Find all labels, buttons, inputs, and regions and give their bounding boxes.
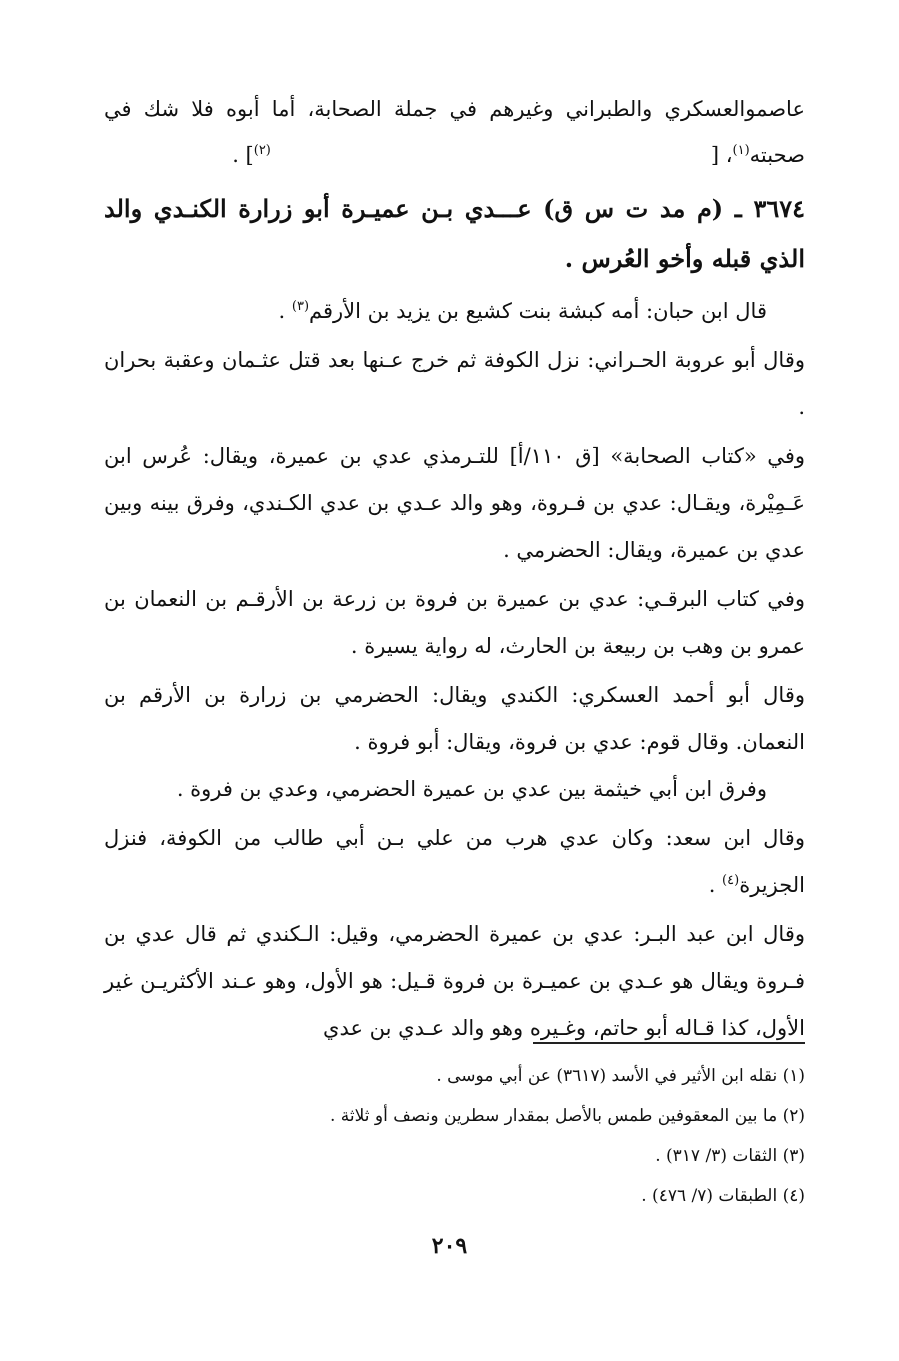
- footnote-ref-1: (١): [732, 143, 750, 158]
- footnote-divider: [533, 1042, 805, 1044]
- paragraph-text: وقال ابن سعد: وكان عدي هرب من علي بـن أبي طالب من الكوفة، فنزل الجزيرة: [104, 826, 805, 897]
- footnote-ref-3: (٣): [291, 299, 310, 314]
- footnote-3: (٣) الثقات (٣/ ٣١٧) .: [655, 1146, 805, 1166]
- paragraph-ibn-abd-albarr: وقال ابن عبد البـر: عدي بن عميرة الحضرمي، وقيل: الـكندي ثم قال عدي بن فـروة ويقال هو عـدي بن عميـرة بن فروة قـيل: هو الأول، وهو عـند الأكثريـن غير الأول، كذا قـاله أبو حاتم، وغـيره وهو والد عـدي بن عدي: [104, 922, 805, 1040]
- paragraph-text: عاصموالعسكري والطبراني وغيرهم في جملة الصحابة، أما أبوه فلا شك في صحبته: [104, 97, 805, 167]
- paragraph-abu-aruba: وقال أبو عروبة الحـراني: نزل الكوفة ثم خرج عـنها بعد قتل عثـمان وعقبة بحران .: [104, 348, 805, 419]
- paragraph-ibn-abi-khaythama: وفرق ابن أبي خيثمة بين عدي بن عميرة الحضرمي، وعدي بن فروة .: [176, 777, 767, 801]
- paragraph-ibn-hibban: [104, 288, 805, 335]
- paragraph-askari: وقال أبو أحمد العسكري: الكندي ويقال: الحضرمي بن زرارة بن الأرقم بن النعمان. وقال قوم: عدي بن فروة، ويقال: أبو فروة .: [104, 683, 805, 754]
- paragraph-kitab-sahaba: وفي «كتاب الصحابة» [ق ١١٠/أ] للتـرمذي عدي بن عميرة، ويقال: عُرس ابن عَـمِيْرة، ويقـال: عدي بن فـروة، وهو والد عـدي بن عدي الكـندي، وفرق بينه وبين عدي بن عميرة، ويقال: الحضرمي .: [104, 444, 805, 562]
- footnote-ref-4: (٤): [722, 873, 740, 888]
- footnotes: [104, 1056, 805, 1216]
- footnote-1: (١) نقله ابن الأثير في الأسد (٣٦١٧) عن أبي موسى .: [436, 1066, 805, 1086]
- paragraph-tail: .: [278, 299, 292, 323]
- entry-heading: ٣٦٧٤ ـ (م مد ت س ق) عـــدي بـن عميـرة أبو زرارة الكنـدي والد الذي قبله وأخو العُرس .: [104, 194, 805, 273]
- paragraph-barqi: وفي كتاب البرقـي: عدي بن عميرة بن فروة بن زرعة بن الأرقـم بن النعمان بن عمرو بن وهب بن ربيعة بن الحارث، له رواية يسيرة .: [104, 587, 805, 658]
- page-number: ٢٠٩: [431, 1233, 468, 1259]
- bracket-open: ، [: [710, 143, 733, 167]
- footnote-2: (٢) ما بين المعقوفين طمس بالأصل بمقدار سطرين ونصف أو ثلاثة .: [330, 1106, 805, 1126]
- footnote-4: (٤) الطبقات (٧/ ٤٧٦) .: [641, 1186, 805, 1206]
- paragraph-ibn-saad: [104, 815, 805, 909]
- paragraph-text: قال ابن حبان: أمه كبشة بنت كشيع بن يزيد بن الأرقم: [309, 299, 767, 323]
- footnote-ref-2: (٢): [253, 143, 271, 158]
- paragraph-continuation: [104, 86, 805, 178]
- bracket-close: ] .: [232, 143, 254, 167]
- main-text: [104, 86, 805, 1052]
- paragraph-tail: .: [708, 873, 723, 897]
